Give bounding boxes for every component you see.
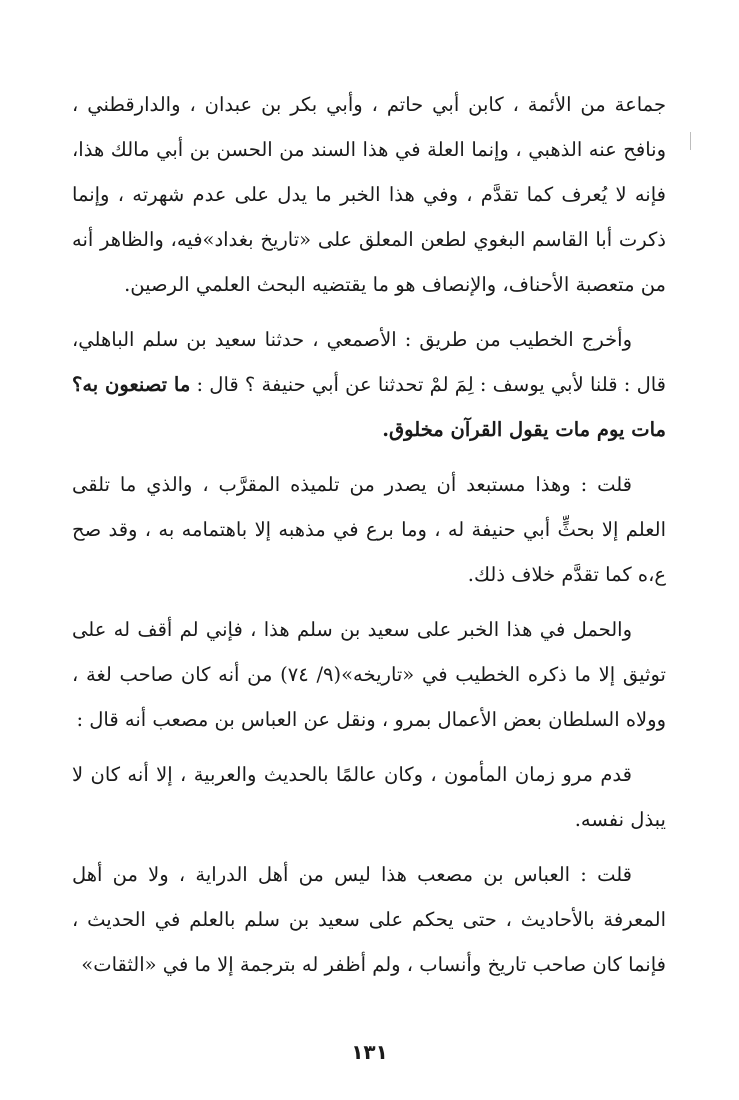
paragraph-2-bold-quote: ما تصنعون به؟ مات يوم مات يقول القرآن مخلوق. xyxy=(72,373,666,441)
margin-mark xyxy=(690,132,691,150)
paragraph-2 xyxy=(72,317,666,452)
paragraph-1: جماعة من الأئمة ، كابن أبي حاتم ، وأبي بكر بن عبدان ، والدارقطني ، ونافح عنه الذهبي ، وإنما العلة في هذا السند من الحسن بن أبي مالك هذا، فإنه لا يُعرف كما تقدَّم ، وفي هذا الخبر ما يدل على عدم شهرته ، وإنما ذكرت أبا القاسم البغوي لطعن المعلق على «تاريخ بغداد»فيه، والظاهر أنه من متعصبة الأحناف، والإنصاف هو ما يقتضيه البحث العلمي الرصين. xyxy=(72,93,666,296)
paragraph-5: قدم مرو زمان المأمون ، وكان عالمًا بالحديث والعربية ، إلا أنه كان لا يبذل نفسه. xyxy=(72,763,666,831)
paragraph-3: قلت : وهذا مستبعد أن يصدر من تلميذه المقرَّب ، والذي ما تلقى العلم إلا بحثٍّ أبي حنيفة له ، وما برع في مذهبه إلا باهتمامه به ، وقد صح ع،ه كما تقدَّم خلاف ذلك. xyxy=(72,473,666,586)
main-text xyxy=(72,82,666,987)
page-number: ١٣١ xyxy=(351,1040,388,1064)
paragraph-6: قلت : العباس بن مصعب هذا ليس من أهل الدراية ، ولا من أهل المعرفة بالأحاديث ، حتى يحكم على سعيد بن سلم بالعلم في الحديث ، فإنما كان صاحب تاريخ وأنساب ، ولم أظفر له بترجمة إلا ما في «الثقات» xyxy=(72,863,666,976)
paragraph-2-text: وأخرج الخطيب من طريق : الأصمعي ، حدثنا سعيد بن سلم الباهلي، قال : قلنا لأبي يوسف : لِمَ لمْ تحدثنا عن أبي حنيفة ؟ قال : xyxy=(72,328,666,396)
paragraph-4: والحمل في هذا الخبر على سعيد بن سلم هذا ، فإني لم أقف له على توثيق إلا ما ذكره الخطيب في «تاريخه»(٩/ ٧٤) من أنه كان صاحب لغة ، وولاه السلطان بعض الأعمال بمرو ، ونقل عن العباس بن مصعب أنه قال : xyxy=(72,618,666,731)
